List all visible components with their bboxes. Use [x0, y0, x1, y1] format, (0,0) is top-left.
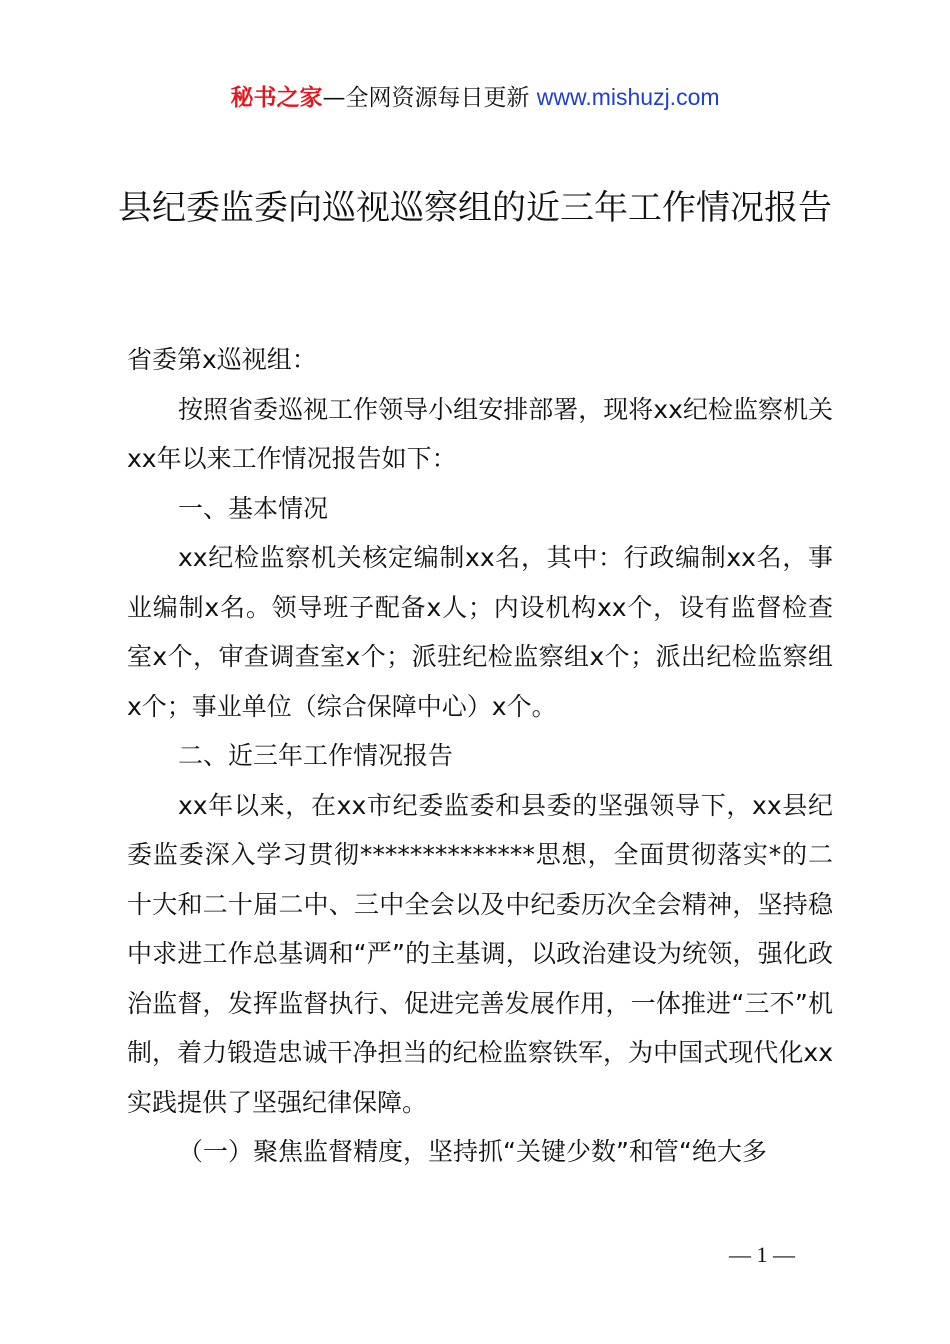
paragraph-intro: 按照省委巡视工作领导小组安排部署，现将xx纪检监察机关xx年以来工作情况报告如下： — [127, 394, 833, 473]
document-title: 县纪委监委向巡视巡察组的近三年工作情况报告 — [118, 188, 832, 228]
subsection-heading: （一）聚焦监督精度，坚持抓“关键少数”和管“绝大多 — [178, 1137, 767, 1166]
banner-url[interactable]: www.mishuzj.com — [536, 84, 720, 110]
site-banner — [0, 82, 950, 113]
paragraph-basic: xx纪检监察机关核定编制xx名，其中：行政编制xx名，事业编制x名。领导班子配备x人；内设机构xx个，设有监督检查室x个，审查调查室x个；派驻纪检监察组x个；派出纪检监察组x个；事业单位（综合保障中心）x个。 — [127, 543, 833, 721]
brand-name: 秘书之家 — [230, 85, 323, 111]
section-heading-work: 二、近三年工作情况报告 — [178, 741, 454, 770]
paragraph-work: xx年以来，在xx市纪委监委和县委的坚强领导下，xx县纪委监委深入学习贯彻**************思想，全面贯彻落实*的二十大和二十届二中、三中全会以及中纪委历次全会精神，坚持稳中求进工作总基调和“严”的主基调，以政治建设为统领，强化政治监督，发挥监督执行、促进完善发展作用，一体推进“三不”机制，着力锻造忠诚干净担当的纪检监察铁军，为中国式现代化xx实践提供了坚强纪律保障。 — [127, 790, 833, 1117]
banner-slogan: —全网资源每日更新 — [322, 85, 530, 111]
page-number: — 1 — — [729, 1242, 795, 1267]
document-body — [127, 335, 833, 1177]
salutation: 省委第x巡视组： — [127, 345, 317, 374]
section-heading-basic: 一、基本情况 — [178, 493, 329, 523]
